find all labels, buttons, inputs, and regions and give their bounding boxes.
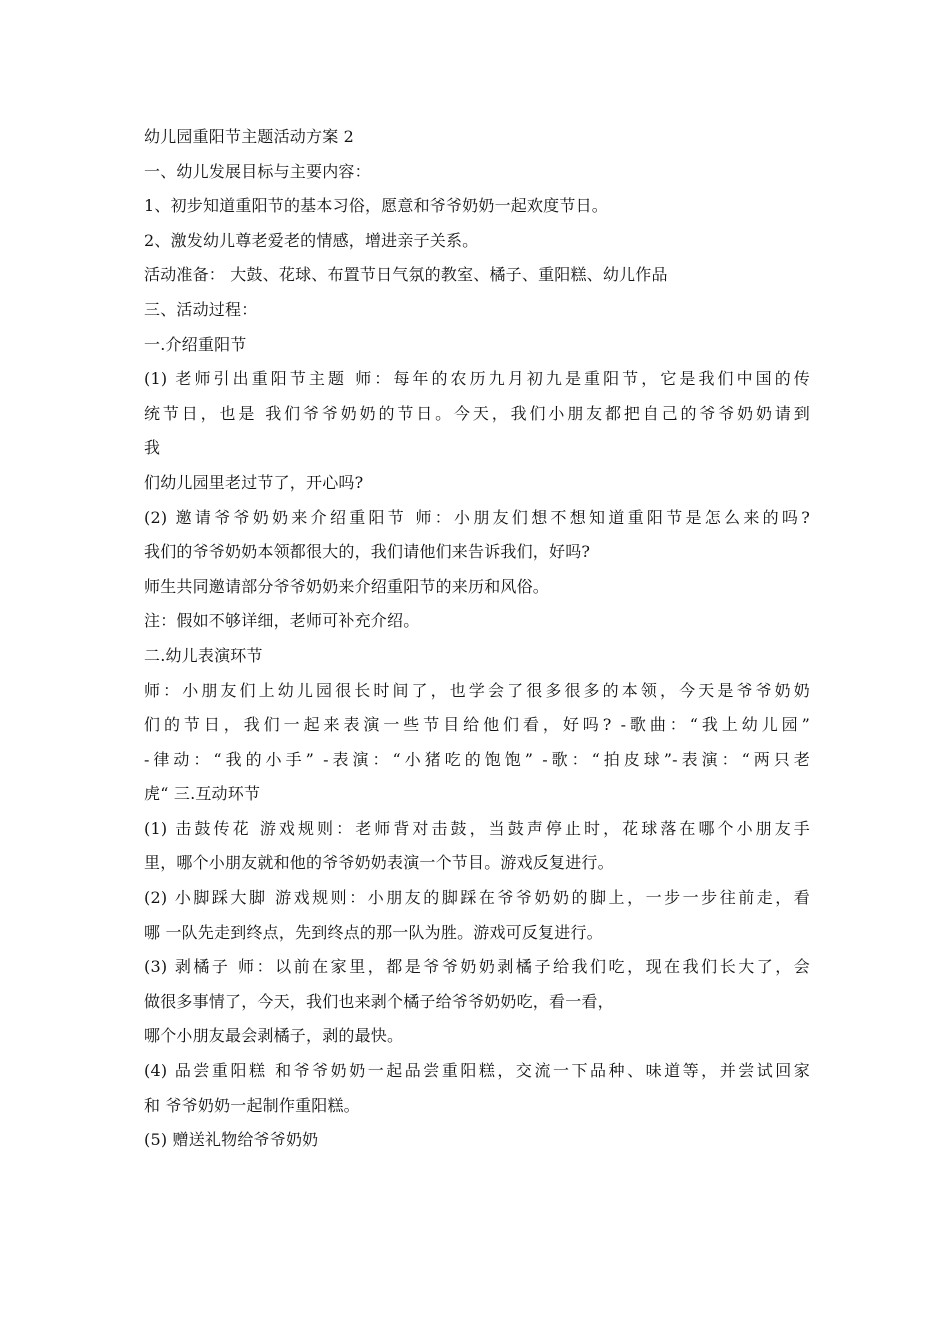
document-title: 幼儿园重阳节主题活动方案 2 [144,127,355,146]
paragraph-line: -律动：“我的小手” -表演：“小猪吃的饱饱” -歌：“拍皮球”-表演：“两只老 [144,749,810,769]
paragraph-line: 我们的爷爷奶奶本领都很大的，我们请他们来告诉我们，好吗? [144,542,591,562]
paragraph-line: 哪 一队先走到终点，先到终点的那一队为胜。游戏可反复进行。 [144,922,603,942]
paragraph-line: (3) 剥橘子 师：以前在家里，都是爷爷奶奶剥橘子给我们吃，现在我们长大了，会 [144,957,810,977]
paragraph-line: 师生共同邀请部分爷爷奶奶来介绍重阳节的来历和风俗。 [144,576,550,596]
paragraph-line: (4) 品尝重阳糕 和爷爷奶奶一起品尝重阳糕，交流一下品种、味道等，并尝试回家 [144,1061,810,1081]
paragraph-line: 哪个小朋友最会剥橘子，剥的最快。 [144,1026,404,1046]
paragraph-line: (5) 赠送礼物给爷爷奶奶 [144,1130,319,1150]
paragraph-line: 虎“ 三.互动环节 [144,784,261,804]
paragraph-line: 做很多事情了，今天，我们也来剥个橘子给爷爷奶奶吃，看一看， [144,991,614,1011]
section-heading-goals: 一、幼儿发展目标与主要内容： [144,161,371,181]
paragraph-line: 们的节日，我们一起来表演一些节目给他们看，好吗? -歌曲：“我上幼儿园” [144,715,810,735]
paragraph-line: 师：小朋友们上幼儿园很长时间了，也学会了很多很多的本领，今天是爷爷奶奶 [144,680,810,700]
paragraph-line: (2) 邀请爷爷奶奶来介绍重阳节 师：小朋友们想不想知道重阳节是怎么来的吗? [144,507,810,527]
paragraph-line: 和 爷爷奶奶一起制作重阳糕。 [144,1095,360,1115]
paragraph-line: 1、初步知道重阳节的基本习俗，愿意和爷爷奶奶一起欢度节日。 [144,196,608,216]
paragraph-line: 统节日，也是 我们爷爷奶奶的节日。今天，我们小朋友都把自己的爷爷奶奶请到 [144,403,810,423]
paragraph-line: (1) 老师引出重阳节主题 师：每年的农历九月初九是重阳节，它是我们中国的传 [144,369,810,389]
subsection-heading: 二.幼儿表演环节 [144,645,263,665]
paragraph-line: 活动准备： 大鼓、花球、布置节日气氛的教室、橘子、重阳糕、幼儿作品 [144,265,668,285]
subsection-heading: 一.介绍重阳节 [144,334,247,354]
paragraph-line: (1) 击鼓传花 游戏规则：老师背对击鼓，当鼓声停止时，花球落在哪个小朋友手 [144,818,810,838]
document-body [144,120,810,1158]
section-heading-process: 三、活动过程： [144,299,258,319]
paragraph-line: (2) 小脚踩大脚 游戏规则：小朋友的脚踩在爷爷奶奶的脚上，一步一步往前走，看 [144,888,810,908]
paragraph-line: 我 [144,438,161,458]
paragraph-line: 注：假如不够详细，老师可补充介绍。 [144,611,420,631]
paragraph-line: 里，哪个小朋友就和他的爷爷奶奶表演一个节目。游戏反复进行。 [144,853,614,873]
paragraph-line: 2、激发幼儿尊老爱老的情感，增进亲子关系。 [144,230,479,250]
paragraph-line: 们幼儿园里老过节了，开心吗? [144,472,364,492]
